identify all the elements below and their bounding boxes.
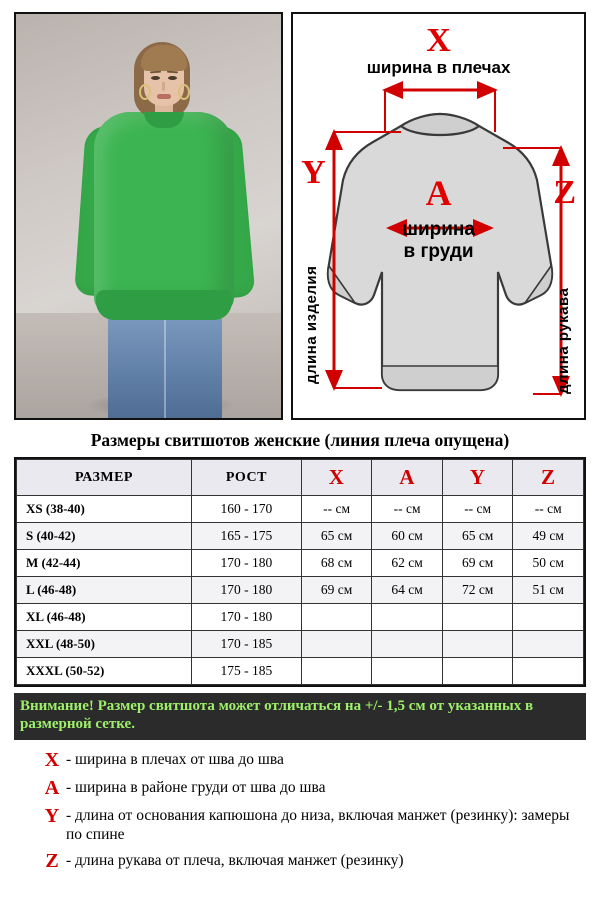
table-row (17, 550, 584, 577)
cell-x (301, 604, 372, 631)
legend-text-y: - длина от основания капюшона до низа, включая манжет (резинку): замеры по спине (66, 806, 570, 843)
cell-y (442, 604, 513, 631)
table-row (17, 496, 584, 523)
cell-y (442, 658, 513, 685)
table-heading: Размеры свитшотов женские (линия плеча опущена) (90, 430, 510, 450)
cell-a (372, 604, 443, 631)
column-header-height: РОСТ (191, 460, 301, 496)
sweatshirt-hem (96, 290, 232, 320)
cell-z (513, 604, 584, 631)
cell-height: 165 - 175 (191, 523, 301, 550)
cell-a: 64 см (372, 577, 443, 604)
table-row (17, 604, 584, 631)
cell-size: XXL (48-50) (17, 631, 192, 658)
legend-letter-y: Y (44, 804, 60, 827)
cell-height: 160 - 170 (191, 496, 301, 523)
legend-item-x (42, 750, 586, 771)
earring-right (178, 84, 190, 100)
column-header-x: X (301, 460, 372, 496)
cell-height: 175 - 185 (191, 658, 301, 685)
cell-a: 60 см (372, 523, 443, 550)
jeans-seam (164, 314, 166, 420)
cell-size: XL (46-48) (17, 604, 192, 631)
column-header-size: РАЗМЕР (17, 460, 192, 496)
cell-size: XXXL (50-52) (17, 658, 192, 685)
chest-label-line1: ширина (402, 219, 475, 240)
cell-x: 69 см (301, 577, 372, 604)
eye-right (168, 76, 177, 80)
model-illustration (16, 14, 281, 418)
size-table (16, 459, 584, 685)
cell-z: 51 см (513, 577, 584, 604)
cell-z (513, 631, 584, 658)
measurement-diagram (291, 12, 586, 420)
legend-letter-x: X (44, 748, 60, 771)
cell-y (442, 631, 513, 658)
diagram-length-label: длина изделия (303, 265, 321, 384)
cell-x: -- см (301, 496, 372, 523)
legend-letter-a: A (44, 776, 60, 799)
legend-text-x: - ширина в плечах от шва до шва (66, 750, 284, 768)
cell-x (301, 631, 372, 658)
cell-a: -- см (372, 496, 443, 523)
legend-text-a: - ширина в районе груди от шва до шва (66, 778, 326, 796)
cell-size: L (46-48) (17, 577, 192, 604)
cell-size: S (40-42) (17, 523, 192, 550)
cell-height: 170 - 180 (191, 577, 301, 604)
cell-z (513, 658, 584, 685)
table-row (17, 631, 584, 658)
lips (157, 94, 171, 99)
table-row (17, 577, 584, 604)
legend-text-z: - длина рукава от плеча, включая манжет (резинку) (66, 852, 404, 870)
earring-left (139, 84, 151, 100)
column-header-y: Y (442, 460, 513, 496)
warning-banner: Внимание! Размер свитшота может отличаться на +/- 1,5 см от указанных в размерной сетке. (14, 693, 586, 740)
cell-a (372, 658, 443, 685)
column-header-z: Z (513, 460, 584, 496)
column-header-a: A (372, 460, 443, 496)
size-table-wrapper (14, 457, 586, 687)
legend-letter-z: Z (45, 850, 59, 873)
cell-z: 50 см (513, 550, 584, 577)
cell-x: 68 см (301, 550, 372, 577)
diagram-letter-a: A (425, 173, 452, 213)
diagram-svg (293, 14, 584, 418)
cell-y: 65 см (442, 523, 513, 550)
green-sweatshirt (94, 112, 234, 312)
cell-y: 69 см (442, 550, 513, 577)
cell-height: 170 - 180 (191, 604, 301, 631)
table-row (17, 523, 584, 550)
cell-z: 49 см (513, 523, 584, 550)
cell-a (372, 631, 443, 658)
cell-size: XS (38-40) (17, 496, 192, 523)
diagram-chest-label (364, 219, 514, 263)
top-section (14, 12, 586, 422)
legend (14, 750, 586, 873)
cell-height: 170 - 185 (191, 631, 301, 658)
diagram-sleeve-label: длина рукава (555, 287, 572, 394)
legend-item-y (42, 806, 586, 845)
cell-y: -- см (442, 496, 513, 523)
eye-left (151, 76, 160, 80)
cell-x: 65 см (301, 523, 372, 550)
table-header-row (17, 460, 584, 496)
hair-front (141, 45, 187, 71)
cell-height: 170 - 180 (191, 550, 301, 577)
table-row (17, 658, 584, 685)
diagram-letter-x: X (426, 22, 451, 59)
cell-y: 72 см (442, 577, 513, 604)
cell-size: M (42-44) (17, 550, 192, 577)
cell-z: -- см (513, 496, 584, 523)
legend-item-a (42, 778, 586, 799)
product-photo (14, 12, 283, 420)
diagram-letter-z: Z (553, 174, 576, 211)
diagram-letter-y: Y (301, 154, 326, 191)
chest-label-line2: в груди (403, 240, 474, 262)
cell-a: 62 см (372, 550, 443, 577)
diagram-title-shoulder-width: ширина в плечах (366, 58, 511, 77)
nose (162, 82, 165, 91)
cell-x (301, 658, 372, 685)
legend-item-z (42, 851, 586, 872)
